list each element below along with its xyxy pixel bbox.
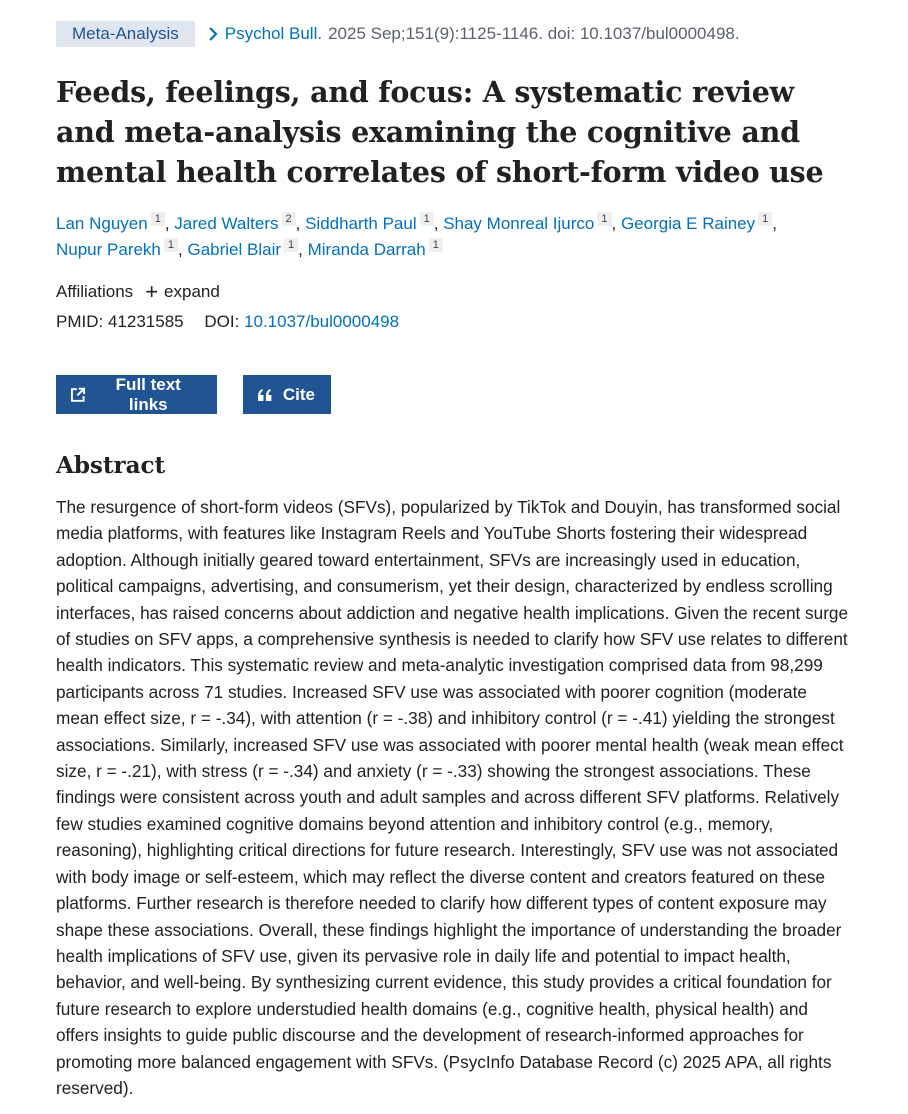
- doi-label: DOI:: [204, 312, 240, 331]
- pmid-label: PMID:: [56, 312, 104, 331]
- expand-label: expand: [164, 282, 220, 301]
- author-link[interactable]: Jared Walters: [174, 214, 279, 233]
- publication-line: [56, 21, 740, 47]
- pmid-value: 41231585: [107, 312, 184, 331]
- full-text-links-label: Full text links: [115, 374, 181, 414]
- article-title: Feeds, feelings, and focus: A systematic review and meta-analysis examining the cognitive and mental health correlates of short-form video use: [56, 75, 824, 189]
- author-item: [56, 240, 178, 259]
- affiliation-number[interactable]: 1: [284, 238, 298, 252]
- author-item: [56, 214, 165, 233]
- affiliation-number[interactable]: 1: [151, 212, 165, 226]
- author-item: [174, 214, 295, 233]
- abstract-text: The resurgence of short-form videos (SFVs), popularized by TikTok and Douyin, has transformed social media platforms, with features like Instagram Reels and YouTube Shorts fostering their widespread adoption. Although initially geared toward entertainment, SFVs are increasingly used in education, political campaigns, advertising, and consumerism, yet their design, characterized by endless scrolling interfaces, has raised concerns about addiction and negative health implications. Given the recent surge of studies on SFV apps, a comprehensive synthesis is needed to clarify how SFV use relates to different health indicators. This systematic review and meta-analytic investigation comprised data from 98,299 participants across 71 studies. Increased SFV use was associated with poorer cognition (moderate mean effect size, r = -.34), with attention (r = -.38) and inhibitory control (r = -.41) yielding the strongest associations. Similarly, increased SFV use was associated with poorer mental health (weak mean effect size, r = -.21), with stress (r = -.34) and anxiety (r = -.33) showing the strongest associations. These findings were consistent across youth and adult samples and across different SFV platforms. Relatively few studies examined cognitive domains beyond attention and inhibitory control (e.g., memory, reasoning), highlighting critical directions for future research. Interestingly, SFV use was not associated with body image or self-esteem, which may reflect the diverse content and creators featured on these platforms. Further research is therefore needed to clarify how different types of content exposure may shape these associations. Overall, these findings highlight the importance of understanding the broader health implications of SFV use, given its pervasive role in daily life and potential to impact health, behavior, and well-being. By synthesizing current evidence, this study provides a critical foundation for future research to explore understudied health domains (e.g., cognitive health, physical health) and offers insights to guide public discourse and the development of research-informed approaches for promoting more balanced engagement with SFVs. (PsycInfo Database Record (c) 2025 APA, all rights reserved).: [56, 497, 849, 1098]
- affiliation-number[interactable]: 1: [758, 212, 772, 226]
- plus-icon: +: [145, 279, 159, 304]
- cite-button[interactable]: [243, 375, 331, 414]
- author-list: Lan Nguyen $^1$ , Jared Walters $^2$ , Siddharth Paul $^1$ , Shay Monreal Ijurco $^1$ , Georgia E Rainey $^1$ , Nupur Parekh $^1$ , Gabriel Blair $^1$ , Miranda Darrah $^1$: [56, 213, 777, 259]
- author-link[interactable]: Siddharth Paul: [305, 214, 417, 233]
- author-link[interactable]: Georgia E Rainey: [620, 214, 756, 233]
- affiliation-number[interactable]: 2: [282, 212, 296, 226]
- affiliations-expand-button[interactable]: [145, 279, 220, 304]
- affiliations-row: [56, 279, 220, 304]
- action-buttons: [56, 375, 331, 414]
- abstract-heading: Abstract: [56, 452, 166, 479]
- journal-link[interactable]: Psychol Bull.: [224, 24, 323, 43]
- chevron-right-icon: [207, 27, 219, 41]
- affiliation-number[interactable]: 1: [597, 212, 611, 226]
- affiliation-number[interactable]: 1: [164, 238, 178, 252]
- full-text-links-button[interactable]: [56, 375, 217, 414]
- quote-icon: [257, 388, 273, 402]
- author-item: [621, 214, 772, 233]
- author-item: [308, 240, 443, 259]
- author-link[interactable]: Lan Nguyen: [56, 214, 148, 233]
- doi-link[interactable]: 10.1037/bul0000498: [244, 312, 400, 331]
- affiliations-label: Affiliations: [56, 282, 134, 301]
- publication-type-badge[interactable]: Meta-Analysis: [56, 21, 195, 47]
- affiliation-number[interactable]: 1: [429, 238, 443, 252]
- cite-label: Cite: [282, 384, 315, 404]
- author-link[interactable]: Miranda Darrah: [307, 240, 426, 259]
- external-link-icon: [70, 387, 86, 403]
- author-item: [187, 240, 298, 259]
- author-item: [443, 214, 611, 233]
- identifiers-row: [56, 312, 399, 332]
- citation-text: 2025 Sep;151(9):1125-1146. doi: 10.1037/bul0000498.: [328, 24, 740, 43]
- author-item: [305, 214, 434, 233]
- affiliation-number[interactable]: 1: [420, 212, 434, 226]
- author-link[interactable]: Gabriel Blair: [187, 240, 282, 259]
- author-link[interactable]: Nupur Parekh: [56, 240, 161, 259]
- author-link[interactable]: Shay Monreal Ijurco: [443, 214, 595, 233]
